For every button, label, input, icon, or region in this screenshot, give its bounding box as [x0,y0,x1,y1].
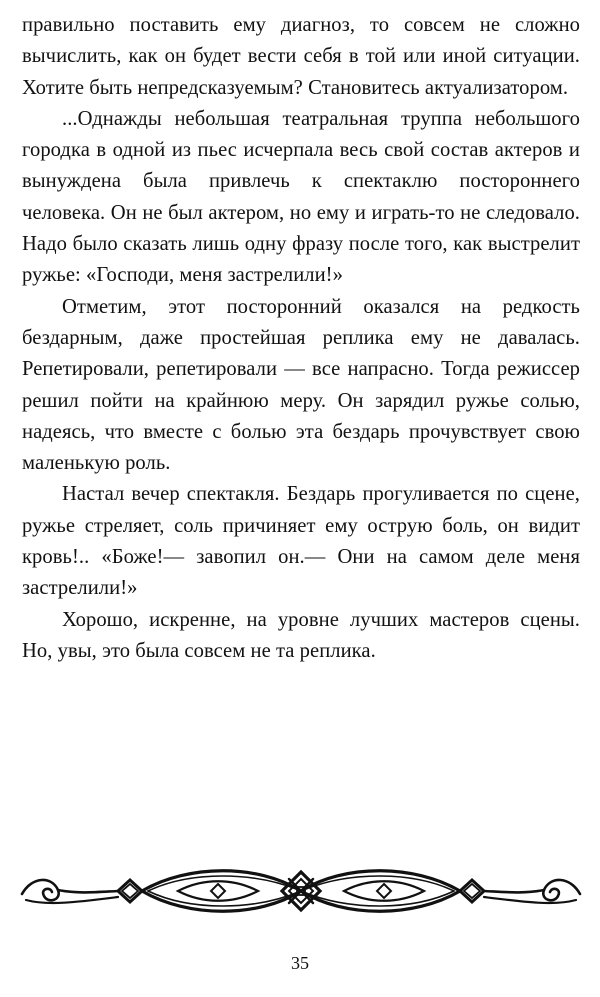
paragraph-5: Хорошо, искренне, на уровне лучших мастеров сцены. Но, увы, это была совсем не та реплика. [22,608,580,662]
paragraph-3: Отметим, этот посторонний оказался на редкость бездарным, даже простейшая реплика ему не давалась. Репетировали, репетировали — все напрасно. Тогда режиссер решил пойти на крайнюю меру. Он зарядил ружье солью, надеясь, что вместе с болью эта бездарь прочувствует свою маленькую роль. [22,295,580,475]
page-text [22,10,580,667]
paragraph-4: Настал вечер спектакля. Бездарь прогуливается по сцене, ружье стреляет, соль причиняет ему острую боль, он видит кровь!.. «Боже!— завопил он.— Они на самом деле меня застрелили!» [22,483,580,600]
celtic-knot-divider-icon [18,862,584,920]
paragraph-1: правильно поставить ему диагноз, то совсем не сложно вычислить, как он будет вести себя в той или иной ситуации. Хотите быть непредсказуемым? Становитесь актуализатором. [22,14,580,99]
paragraph-2: ...Однажды небольшая театральная труппа небольшого городка в одной из пьес исчерпала весь свой состав актеров и вынуждена была привлечь к спектаклю постороннего человека. Он не был актером, но ему и играть-то не следовало. Надо было сказать лишь одну фразу после того, как выстрелит ружье: «Господи, меня застрелили!» [22,107,580,287]
page-number: 35 [291,953,309,973]
